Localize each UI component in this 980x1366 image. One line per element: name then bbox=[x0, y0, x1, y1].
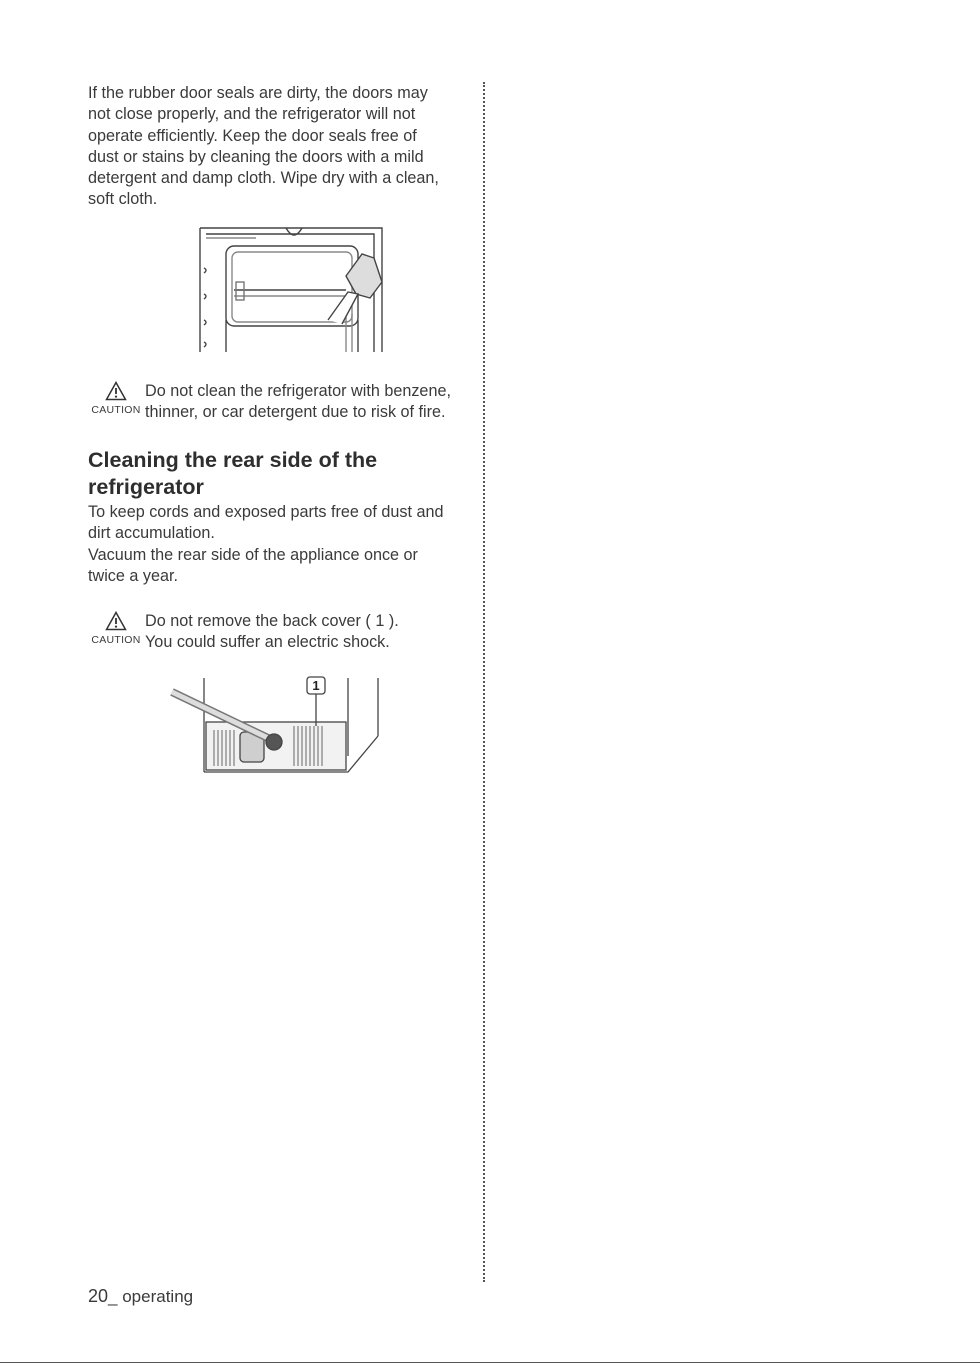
page-number: 20 bbox=[88, 1286, 109, 1306]
section-line: To keep cords and exposed parts free of dust and bbox=[88, 503, 444, 521]
rear-side-illustration bbox=[170, 676, 382, 776]
intro-line: not close properly, and the refrigerator will not bbox=[88, 105, 416, 124]
section-heading-line: Cleaning the rear side of the bbox=[88, 448, 378, 472]
caution-icon-wrap bbox=[88, 381, 144, 406]
caution-line: Do not remove the back cover ( 1 ). bbox=[145, 612, 399, 630]
section-heading-line: refrigerator bbox=[88, 475, 204, 499]
column-divider bbox=[483, 82, 485, 1282]
door-seal-drawing bbox=[196, 224, 386, 352]
callout-number: 1 bbox=[312, 678, 320, 693]
intro-line: dust or stains by cleaning the doors with a mild bbox=[88, 147, 424, 166]
caution-label: CAUTION bbox=[91, 634, 141, 646]
section-heading bbox=[88, 447, 472, 501]
section-line: Vacuum the rear side of the appliance once or bbox=[88, 545, 418, 564]
caution-text bbox=[145, 611, 399, 654]
intro-line: soft cloth. bbox=[88, 190, 158, 209]
caution-icon-wrap bbox=[88, 611, 144, 636]
footer-section: _ operating bbox=[108, 1287, 194, 1306]
intro-line: If the rubber door seals are dirty, the doors may bbox=[88, 84, 428, 102]
caution-text bbox=[145, 381, 451, 424]
rear-vacuum-drawing bbox=[170, 676, 382, 776]
intro-line: operate efficiently. Keep the door seals free of bbox=[88, 126, 417, 145]
warning-triangle-icon bbox=[105, 611, 127, 631]
page-footer bbox=[88, 1286, 193, 1307]
caution-line: You could suffer an electric shock. bbox=[145, 633, 390, 652]
caution-line: Do not clean the refrigerator with benzene, bbox=[145, 382, 451, 400]
door-seal-illustration bbox=[196, 224, 386, 352]
section-line: twice a year. bbox=[88, 566, 178, 585]
warning-triangle-icon bbox=[105, 381, 127, 401]
section-paragraph bbox=[88, 502, 472, 587]
bottom-rule bbox=[0, 1362, 980, 1363]
caution-label: CAUTION bbox=[91, 404, 141, 416]
caution-line: thinner, or car detergent due to risk of fire. bbox=[145, 403, 446, 422]
section-line: dirt accumulation. bbox=[88, 524, 215, 543]
intro-paragraph bbox=[88, 83, 472, 211]
intro-line: detergent and damp cloth. Wipe dry with a clean, bbox=[88, 169, 439, 188]
